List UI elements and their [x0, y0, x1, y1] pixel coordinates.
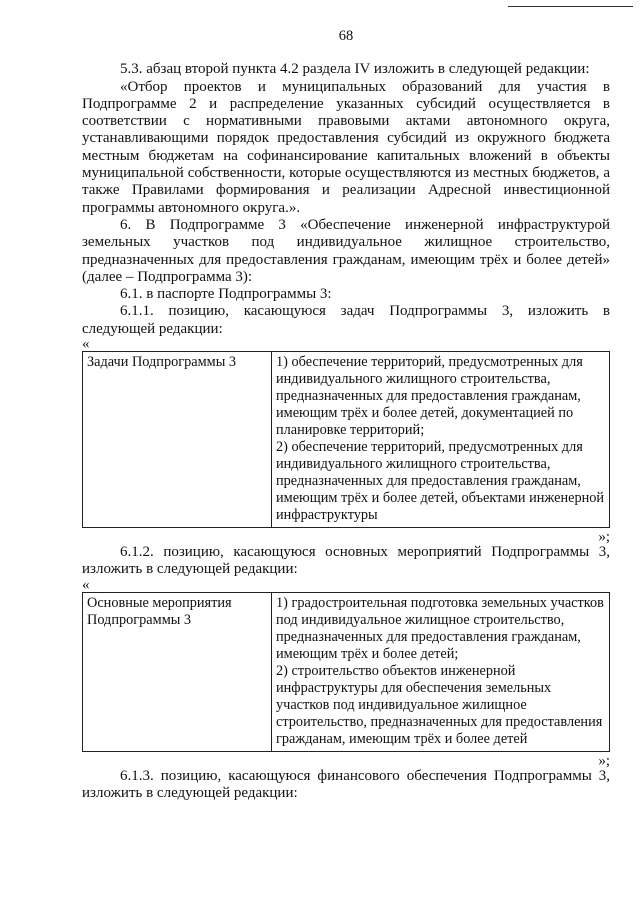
activities-item-1: 1) градостроительная подготовка земельных участков под индивидуальное жилищное строительство, предназначенных для предоставления гражданам, имеющим трёх и более детей; [276, 594, 604, 662]
header-rule [508, 6, 633, 7]
paragraph-6-1-1: 6.1.1. позицию, касающуюся задач Подпрограммы 3, изложить в следующей редакции: [82, 303, 610, 337]
tasks-item-1: 1) обеспечение территорий, предусмотренных для индивидуального жилищного строительства, предназначенных для предоставления гражданам, имеющим трёх и более детей, документацией по планировке территорий; [276, 354, 583, 439]
quote-open-mark: « [82, 336, 90, 353]
activities-item-2: 2) строительство объектов инженерной инфраструктуры для обеспечения земельных участков под индивидуальное жилищное строительство, предназначенных для предоставления гражданам, имеющим трёх и более детей [276, 662, 603, 747]
quote-close-mark: »; [598, 752, 610, 769]
tasks-item-2: 2) обеспечение территорий, предусмотренных для индивидуального жилищного строительства, предназначенных для предоставления гражданам, имеющим трёх и более детей, объектами инженерной инфраструктуры [276, 439, 605, 524]
quote-close-mark: »; [598, 529, 610, 546]
tasks-label-cell: Задачи Подпрограммы 3 [83, 352, 272, 528]
paragraph-6-1-2: 6.1.2. позицию, касающуюся основных мероприятий Подпрограммы 3, изложить в следующей редакции: [82, 544, 610, 578]
document-page [82, 28, 610, 802]
table-row [83, 592, 610, 751]
activities-label-cell: Основные мероприятия Подпрограммы 3 [83, 592, 272, 751]
page-number: 68 [338, 28, 354, 44]
quote-open-mark: « [82, 576, 90, 593]
table-row [83, 352, 610, 528]
paragraph-5-3: 5.3. абзац второй пункта 4.2 раздела IV изложить в следующей редакции: [120, 61, 590, 78]
activities-table [82, 592, 610, 752]
activities-content-cell [272, 592, 610, 751]
tasks-table [82, 351, 610, 528]
tasks-content-cell [272, 352, 610, 528]
paragraph-6-1-3: 6.1.3. позицию, касающуюся финансового обеспечения Подпрограммы 3, изложить в следующей редакции: [82, 767, 610, 801]
paragraph-6: 6. В Подпрограмме 3 «Обеспечение инженерной инфраструктурой земельных участков под индивидуальное жилищное строительство, предназначенных для предоставления гражданам, имеющим трёх и более детей» (далее – Подпрограмма 3): [82, 216, 610, 285]
paragraph-quote-5-3: «Отбор проектов и муниципальных образований для участия в Подпрограмме 2 и распределение указанных субсидий осуществляется в соответствии с нормативными правовыми актами автономного округа, устанавливающими порядок предоставления субсидий из окружного бюджета местным бюджетам на софинансирование капитальных вложений в объекты муниципальной собственности, которые осуществляются из местных бюджетов, а также Правилами формирования и реализации Адресной инвестиционной программы автономного округа.». [82, 78, 610, 216]
paragraph-6-1: 6.1. в паспорте Подпрограммы 3: [120, 286, 332, 303]
